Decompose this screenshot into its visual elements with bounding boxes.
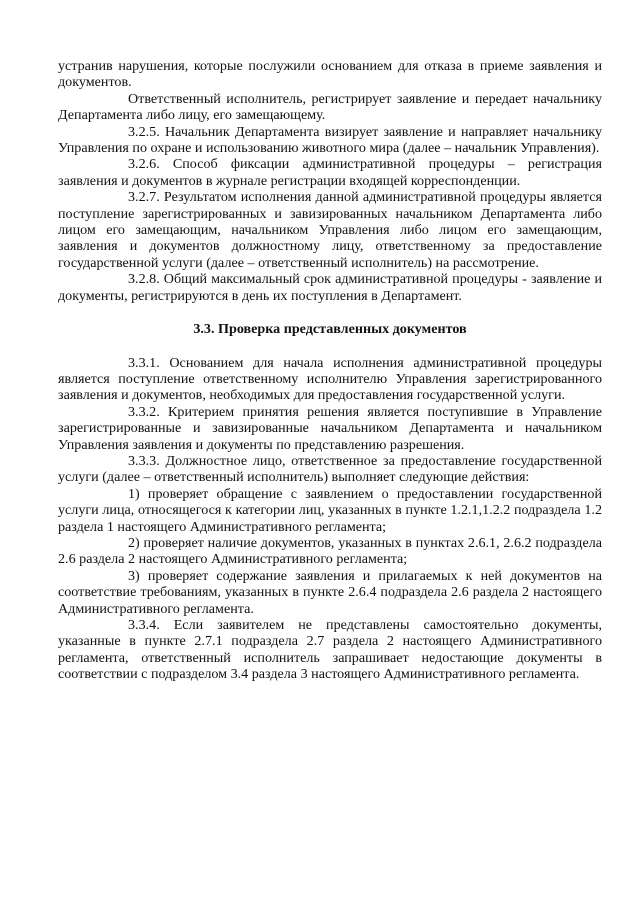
list-item-2: 2) проверяет наличие документов, указанных в пунктах 2.6.1, 2.6.2 подраздела 2.6 раздела 2 настоящего Административного регламента; (58, 534, 602, 568)
paragraph-continuation: устранив нарушения, которые послужили основанием для отказа в приеме заявления и документов. (58, 58, 602, 91)
paragraph-3-2-7: 3.2.7. Результатом исполнения данной административной процедуры является поступление зарегистрированных и завизированных начальником Департамента либо лицом его замещающим, начальником Управления либо лицом его замещающим, заявления и документов должностному лицу, ответственному за предоставление государственной услуги (далее – ответственный исполнитель) на рассмотрение. (58, 189, 602, 271)
paragraph-3-2-5: 3.2.5. Начальник Департамента визирует заявление и направляет начальнику Управления по охране и использованию животного мира (далее – начальник Управления). (58, 123, 602, 157)
paragraph-3-2-8: 3.2.8. Общий максимальный срок административной процедуры - заявление и документы, регистрируются в день их поступления в Департамент. (58, 271, 602, 304)
paragraph-3-2-6: 3.2.6. Способ фиксации административной процедуры – регистрация заявления и документов в журнале регистрации входящей корреспонденции. (58, 156, 602, 189)
paragraph-3-3-1: 3.3.1. Основанием для начала исполнения административной процедуры является поступление ответственному исполнителю Управления зарегистрированного заявления и документов, необходимых для предоставления государственной услуги. (58, 354, 602, 404)
list-item-3: 3) проверяет содержание заявления и прилагаемых к ней документов на соответствие требованиям, указанных в пункте 2.6.4 подраздела 2.6 раздела 2 настоящего Административного регламента. (58, 567, 602, 617)
section-heading-3-3: 3.3. Проверка представленных документов (193, 321, 467, 338)
document-page (58, 58, 602, 683)
paragraph-3-3-3: 3.3.3. Должностное лицо, ответственное за предоставление государственной услуги (далее – ответственный исполнитель) выполняет следующие действия: (58, 452, 602, 486)
paragraph-registration: Ответственный исполнитель, регистрирует заявление и передает начальнику Департамента либо лицу, его замещающему. (58, 90, 602, 124)
list-item-1: 1) проверяет обращение с заявлением о предоставлении государственной услуги лица, относящегося к категории лиц, указанных в пункте 1.2.1,1.2.2 подраздела 1.2 раздела 1 настоящего Административного регламента; (58, 485, 602, 535)
paragraph-3-3-4: 3.3.4. Если заявителем не представлены самостоятельно документы, указанные в пункте 2.7.1 подраздела 2.7 раздела 2 настоящего Административного регламента, ответственный исполнитель запрашивает недостающие документы в соответствии с подразделом 3.4 раздела 3 настоящего Административного регламента. (58, 617, 602, 683)
paragraph-3-3-2: 3.3.2. Критерием принятия решения является поступившие в Управление зарегистрированные и завизированные начальником Департамента и начальником Управления заявления и документы по представлению разрешения. (58, 403, 602, 453)
